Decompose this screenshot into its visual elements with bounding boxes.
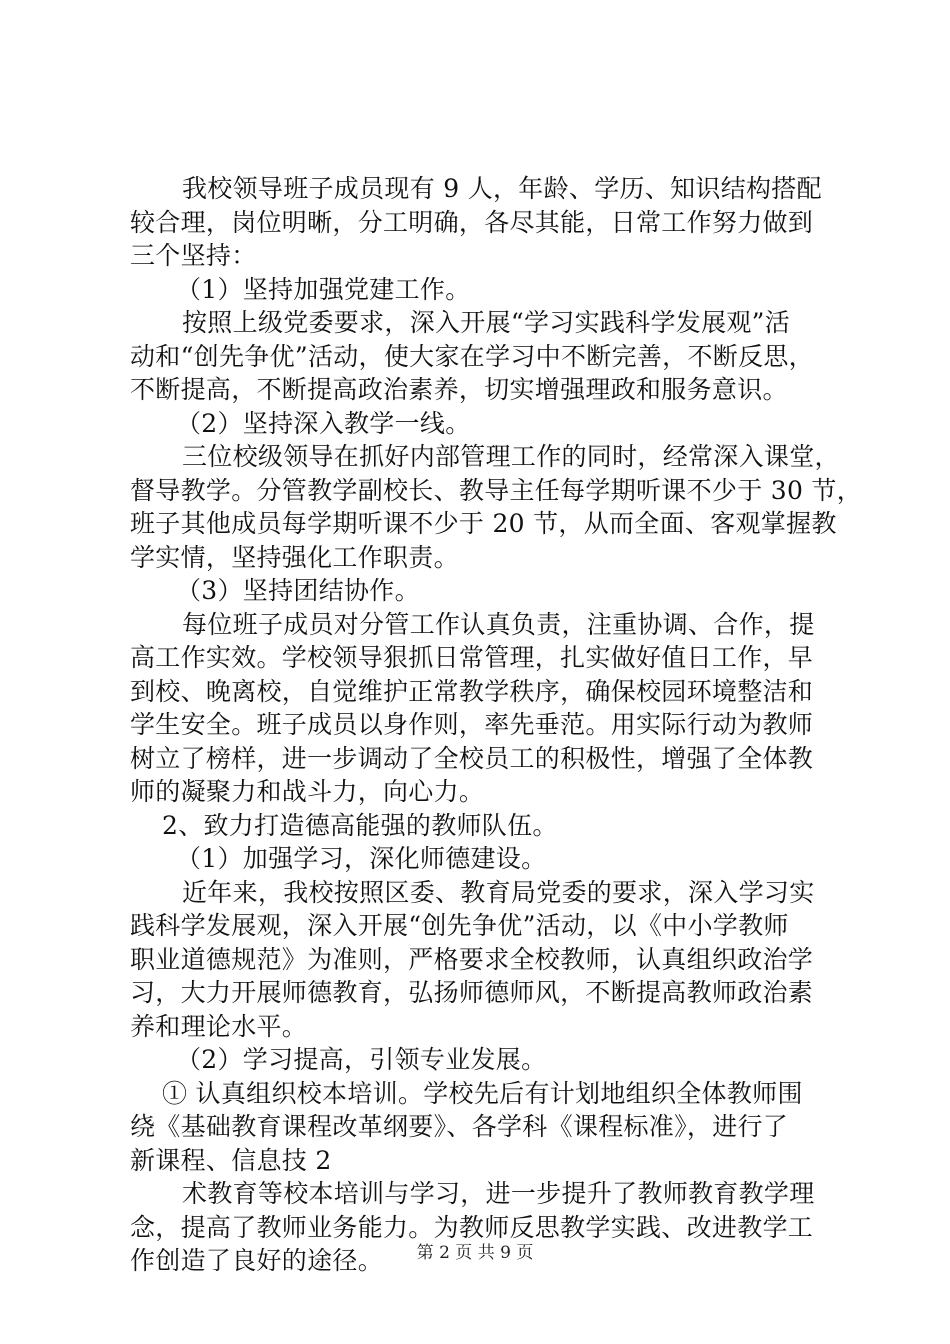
page-footer: 第 2 页 共 9 页 (416, 1243, 534, 1263)
text-line: 我校领导班子成员现有 9 人，年龄、学历、知识结构搭配 (182, 174, 822, 203)
text-line: 学生安全。班子成员以身作则，率先垂范。用实际行动为教师 (130, 710, 814, 739)
text-line: （2）坚持深入教学一线。 (176, 408, 471, 438)
text-line: 三位校级领导在抓好内部管理工作的同时，经常深入课堂， (182, 442, 840, 471)
text-line: 新课程、信息技 2 (130, 1145, 332, 1175)
text-line: 树立了榜样，进一步调动了全校员工的积极性，增强了全体教 (130, 743, 814, 773)
text-line: 到校、晚离校，自觉维护正常教学秩序，确保校园环境整洁和 (130, 676, 814, 706)
text-line: （1）加强学习，深化师德建设。 (176, 844, 547, 873)
text-line: 督导教学。分管教学副校长、教导主任每学期听课不少于 30 节， (130, 475, 863, 505)
text-line: 每位班子成员对分管工作认真负责，注重协调、合作，提 (182, 609, 815, 639)
text-line: 践科学发展观，深入开展“创先争优”活动，以《中小学教师 (130, 911, 789, 940)
text-line: 三个坚持： (130, 241, 257, 270)
text-line: 学实情，坚持强化工作职责。 (130, 542, 459, 572)
text-line: 念，提高了教师业务能力。为教师反思教学实践、改进教学工 (130, 1212, 814, 1242)
text-line: 职业道德规范》为准则，严格要求全校教师，认真组织政治学 (130, 944, 814, 974)
text-line: ① 认真组织校本培训。学校先后有计划地组织全体教师围 (162, 1078, 803, 1108)
document-body (130, 172, 863, 1278)
text-line: 养和理论水平。 (130, 1011, 308, 1041)
text-line: 绕《基础教育课程改革纲要》、各学科《课程标准》，进行了 (130, 1112, 789, 1141)
text-line: （3）坚持团结协作。 (176, 576, 420, 605)
text-line: （1）坚持加强党建工作。 (176, 274, 471, 304)
text-line: 习，大力开展师德教育，弘扬师德师风，不断提高教师政治素 (130, 978, 814, 1007)
text-line: 班子其他成员每学期听课不少于 20 节，从而全面、客观掌握教 (130, 509, 837, 538)
text-line: 作创造了良好的途径。 (130, 1246, 384, 1275)
text-line: 师的凝聚力和战斗力，向心力。 (130, 777, 485, 806)
text-line: 术教育等校本培训与学习，进一步提升了教师教育教学理 (182, 1179, 815, 1208)
text-line: 较合理，岗位明晰，分工明确，各尽其能，日常工作努力做到 (130, 207, 814, 237)
text-line: （2）学习提高，引领专业发展。 (176, 1045, 547, 1074)
text-line: 2、致力打造德高能强的教师队伍。 (162, 810, 558, 840)
text-line: 不断提高，不断提高政治素养，切实增强理政和服务意识。 (130, 375, 788, 404)
text-line: 高工作实效。学校领导狠抓日常管理，扎实做好值日工作，早 (130, 643, 814, 672)
text-line: 近年来，我校按照区委、教育局党委的要求，深入学习实 (182, 877, 815, 907)
text-line: 动和“创先争优”活动，使大家在学习中不断完善，不断反思， (130, 341, 814, 371)
text-line: 按照上级党委要求，深入开展“学习实践科学发展观”活 (182, 308, 791, 337)
